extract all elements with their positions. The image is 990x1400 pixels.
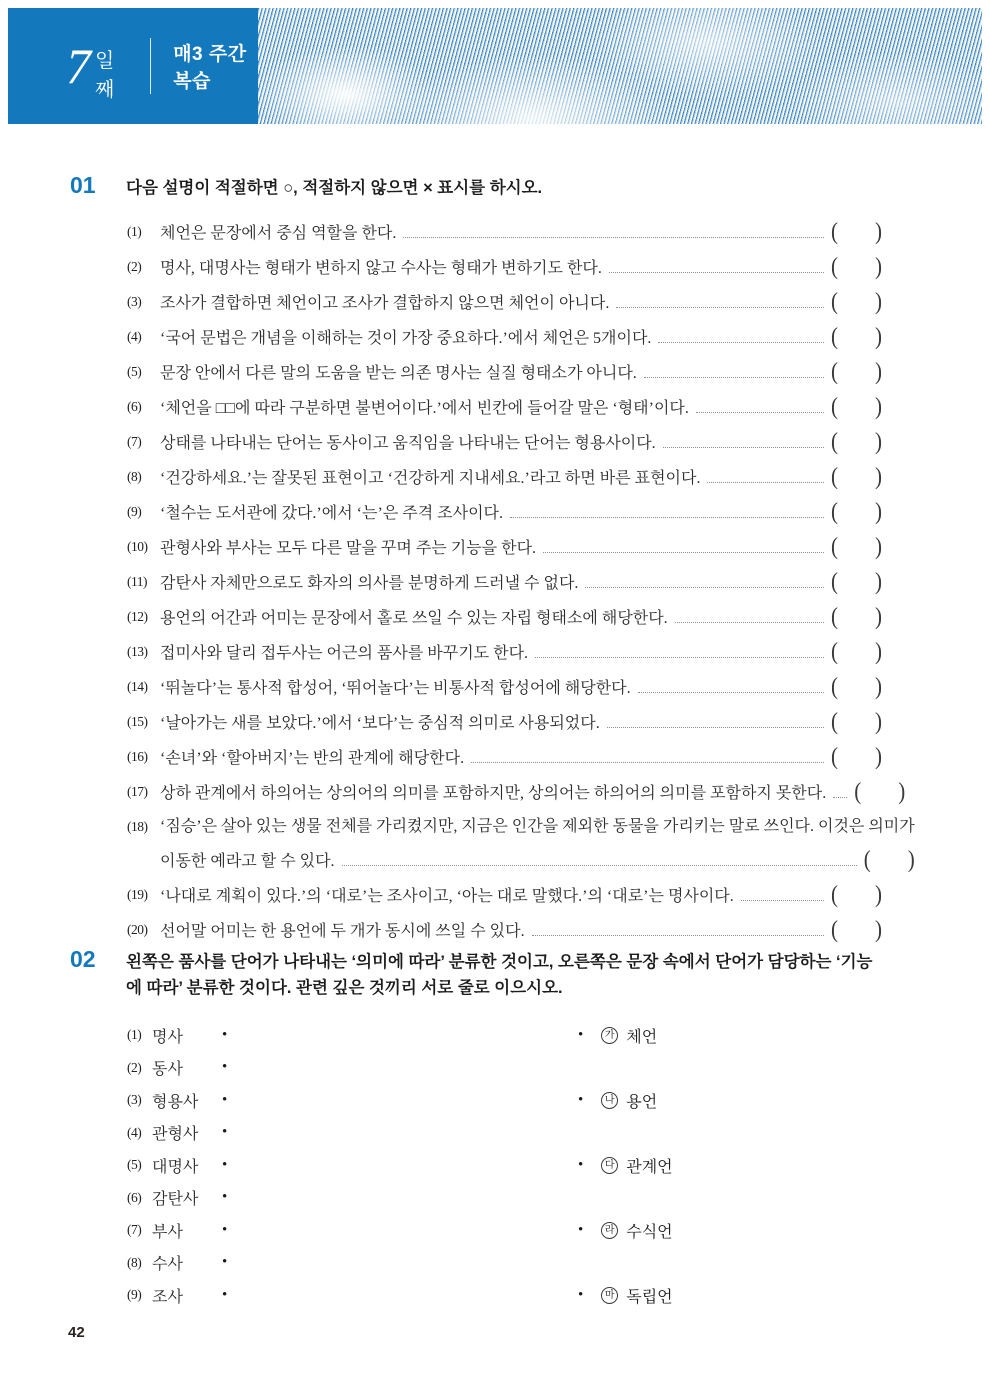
item-text: 접미사와 달리 접두사는 어근의 품사를 바꾸기도 한다. (160, 644, 529, 662)
question-02 (70, 946, 882, 1312)
item-body (160, 775, 905, 810)
dotted-leader (403, 237, 824, 238)
function-category-label: 체언 (626, 1028, 658, 1046)
close-paren: ) (875, 426, 882, 455)
item-line (160, 740, 882, 775)
item-line (160, 285, 882, 320)
open-paren: ( (863, 844, 871, 873)
item-body (160, 600, 882, 635)
open-paren: ( (831, 321, 838, 350)
option-circled-mark: 가 (601, 1027, 618, 1044)
item-line (160, 635, 882, 670)
match-dot-left[interactable]: • (222, 1189, 228, 1206)
dotted-leader (471, 762, 824, 763)
item-body (160, 878, 882, 913)
open-paren: ( (831, 496, 838, 525)
q2-matching-list (70, 1019, 882, 1312)
match-item-number: (8) (127, 1254, 142, 1270)
match-item-number: (2) (127, 1059, 142, 1075)
close-paren: ) (875, 286, 882, 315)
item-number: (1) (127, 223, 142, 239)
day-suffix: 일째 (95, 50, 116, 101)
q1-item (127, 285, 882, 320)
q1-item (127, 705, 882, 740)
q1-item (127, 530, 882, 565)
open-paren: ( (831, 706, 838, 735)
answer-parentheses[interactable] (831, 913, 882, 946)
match-dot-right[interactable]: • (578, 1221, 584, 1238)
item-number: (15) (127, 713, 148, 729)
word-class-label: 명사 (152, 1028, 183, 1046)
dotted-leader (543, 552, 824, 553)
q1-item (127, 495, 882, 530)
open-paren: ( (831, 251, 838, 280)
word-class-label: 형용사 (152, 1093, 199, 1111)
item-text: ‘날아가는 새를 보았다.’에서 ‘보다’는 중심적 의미로 사용되었다. (160, 714, 600, 732)
dotted-leader (638, 692, 824, 693)
match-dot-right[interactable]: • (578, 1286, 584, 1303)
item-number: (16) (127, 748, 148, 764)
match-dot-left[interactable]: • (222, 1026, 228, 1043)
q1-item (127, 250, 882, 285)
close-paren: ) (875, 216, 882, 245)
item-number: (3) (127, 293, 142, 309)
open-paren: ( (831, 566, 838, 595)
answer-parentheses[interactable] (854, 775, 905, 808)
item-line (160, 390, 882, 425)
item-text: 문장 안에서 다른 말의 도움을 받는 의존 명사는 실질 형태소가 아니다. (160, 364, 637, 382)
option-circled-mark: 나 (601, 1092, 618, 1109)
match-row (127, 1279, 882, 1312)
item-line (160, 810, 915, 843)
item-line (160, 775, 905, 810)
match-option (578, 1219, 673, 1242)
match-row (127, 1117, 882, 1150)
match-row (127, 1019, 882, 1052)
item-number: (12) (127, 608, 148, 624)
item-number: (8) (127, 468, 142, 484)
open-paren: ( (831, 879, 838, 908)
item-number: (19) (127, 886, 148, 902)
q1-item (127, 355, 882, 390)
item-number: (2) (127, 258, 142, 274)
match-item-number: (4) (127, 1124, 142, 1140)
word-class-label: 수사 (152, 1256, 183, 1274)
item-number: (5) (127, 363, 142, 379)
question-01-title: 다음 설명이 적절하면 ○, 적절하지 않으면 × 표시를 하시오. (126, 179, 543, 197)
dotted-leader (833, 797, 847, 798)
q1-item (127, 460, 882, 495)
item-number: (18) (127, 818, 148, 834)
question-01-number: 01 (70, 172, 96, 198)
match-option (578, 1154, 673, 1177)
match-row (127, 1084, 882, 1117)
item-line (160, 670, 882, 705)
answer-parentheses[interactable] (831, 250, 882, 283)
open-paren: ( (854, 776, 862, 805)
item-text: 상태를 나타내는 단어는 동사이고 움직임을 나타내는 단어는 형용사이다. (160, 434, 656, 452)
q1-item (127, 740, 882, 775)
item-body (160, 495, 882, 530)
q1-item (127, 635, 882, 670)
open-paren: ( (831, 636, 838, 665)
item-text: ‘체언을 □□에 따라 구분하면 불변어이다.’에서 빈칸에 들어갈 말은 ‘형태’이다. (160, 399, 689, 417)
header-title-block (8, 8, 258, 124)
match-dot-right[interactable]: • (578, 1026, 584, 1043)
match-option (578, 1284, 673, 1307)
answer-parentheses[interactable] (831, 740, 882, 773)
q1-item (127, 913, 882, 948)
item-text: ‘국어 문법은 개념을 이해하는 것이 가장 중요하다.’에서 체언은 5개이다. (160, 329, 652, 347)
page-header (8, 8, 982, 124)
item-text: 용언의 어간과 어미는 문장에서 홀로 쓰일 수 있는 자립 형태소에 해당한다. (160, 609, 668, 627)
item-text: ‘뛰놀다’는 통사적 합성어, ‘뛰어놀다’는 비통사적 합성어에 해당한다. (160, 679, 631, 697)
match-dot-left[interactable]: • (222, 1059, 228, 1076)
option-circled-mark: 라 (601, 1222, 618, 1239)
option-circled-mark: 마 (601, 1287, 618, 1304)
match-dot-right[interactable]: • (578, 1156, 584, 1173)
item-line (160, 600, 882, 635)
q1-item (127, 390, 882, 425)
match-row (127, 1182, 882, 1215)
match-dot-left[interactable]: • (222, 1254, 228, 1271)
item-number: (20) (127, 921, 148, 937)
item-body (160, 530, 882, 565)
item-text: ‘손녀’와 ‘할아버지’는 반의 관계에 해당한다. (160, 749, 465, 767)
word-class-label: 감탄사 (152, 1191, 199, 1209)
close-paren: ) (875, 391, 882, 420)
close-paren: ) (875, 251, 882, 280)
item-number: (4) (127, 328, 142, 344)
q1-item (127, 670, 882, 705)
match-dot-right[interactable]: • (578, 1091, 584, 1108)
dotted-leader (607, 727, 824, 728)
item-number: (10) (127, 538, 148, 554)
item-line (160, 878, 882, 913)
open-paren: ( (831, 601, 838, 630)
match-item-number: (1) (127, 1027, 142, 1043)
word-class-label: 조사 (152, 1288, 183, 1306)
dotted-leader (707, 482, 824, 483)
close-paren: ) (875, 566, 882, 595)
answer-parentheses[interactable] (831, 285, 882, 318)
page-number: 42 (68, 1324, 85, 1341)
answer-parentheses[interactable] (831, 495, 882, 528)
item-text: ‘나대로 계획이 있다.’의 ‘대로’는 조사이고, ‘아는 대로 말했다.’의 ‘대로’는 명사이다. (160, 887, 734, 905)
item-body (160, 425, 882, 460)
answer-parentheses[interactable] (831, 705, 882, 738)
dotted-leader (532, 935, 824, 936)
dotted-leader (696, 412, 824, 413)
answer-parentheses[interactable] (831, 565, 882, 598)
item-number: (13) (127, 643, 148, 659)
answer-parentheses[interactable] (831, 215, 882, 248)
open-paren: ( (831, 461, 838, 490)
day-number: 7 (66, 38, 91, 94)
item-text: 체언은 문장에서 중심 역할을 한다. (160, 224, 397, 242)
item-line (160, 565, 882, 600)
match-item-number: (3) (127, 1092, 142, 1108)
match-option (578, 1089, 657, 1112)
header-cloud-halftone-art (258, 8, 982, 124)
answer-parentheses[interactable] (831, 878, 882, 911)
answer-parentheses[interactable] (831, 425, 882, 458)
item-line (160, 705, 882, 740)
answer-parentheses[interactable] (831, 635, 882, 668)
function-category-label: 관계언 (626, 1158, 673, 1176)
match-row (127, 1149, 882, 1182)
dotted-leader (585, 587, 824, 588)
item-text: 감탄사 자체만으로도 화자의 의사를 분명하게 드러낼 수 없다. (160, 574, 579, 592)
item-body (160, 320, 882, 355)
item-body (160, 670, 882, 705)
q1-item (127, 878, 882, 913)
match-item-number: (6) (127, 1189, 142, 1205)
close-paren: ) (875, 914, 882, 943)
q1-item (127, 600, 882, 635)
header-subtitle: 매3 주간 복습 (173, 44, 247, 92)
item-line (160, 250, 882, 285)
answer-parentheses[interactable] (831, 355, 882, 388)
item-body (160, 460, 882, 495)
q1-item-list (70, 215, 915, 948)
question-02-head (70, 946, 882, 1001)
function-category-label: 수식언 (626, 1223, 673, 1241)
match-row (127, 1214, 882, 1247)
item-body (160, 250, 882, 285)
match-option (578, 1024, 657, 1047)
match-row (127, 1052, 882, 1085)
item-body (160, 285, 882, 320)
q1-item (127, 810, 915, 878)
item-line (160, 495, 882, 530)
close-paren: ) (875, 636, 882, 665)
dotted-leader (741, 900, 824, 901)
dotted-leader (658, 342, 824, 343)
match-item-number: (9) (127, 1287, 142, 1303)
match-dot-left[interactable]: • (222, 1221, 228, 1238)
open-paren: ( (831, 741, 838, 770)
item-number: (11) (127, 573, 147, 589)
option-circled-mark: 다 (601, 1157, 618, 1174)
item-body (160, 810, 915, 878)
dotted-leader (675, 622, 824, 623)
dotted-leader (342, 865, 857, 866)
dotted-leader (609, 272, 824, 273)
answer-parentheses[interactable] (831, 600, 882, 633)
close-paren: ) (875, 496, 882, 525)
question-02-title: 왼쪽은 품사를 단어가 나타내는 ‘의미에 따라’ 분류한 것이고, 오른쪽은 문장 속에서 단어가 담당하는 ‘기능에 따라’ 분류한 것이다. 관련 깊은 것끼리 서로 줄로 이으시오. (126, 953, 873, 997)
item-line (160, 530, 882, 565)
dotted-leader (663, 447, 824, 448)
match-dot-left[interactable]: • (222, 1124, 228, 1141)
item-text: 선어말 어미는 한 용언에 두 개가 동시에 쓰일 수 있다. (160, 922, 525, 940)
close-paren: ) (875, 671, 882, 700)
item-text: 관형사와 부사는 모두 다른 말을 꾸며 주는 기능을 한다. (160, 539, 537, 557)
item-body (160, 565, 882, 600)
open-paren: ( (831, 286, 838, 315)
item-text: ‘건강하세요.’는 잘못된 표현이고 ‘건강하게 지내세요.’라고 하면 바른 표현이다. (160, 469, 701, 487)
header-divider (150, 38, 151, 94)
answer-parentheses[interactable] (831, 670, 882, 703)
answer-parentheses[interactable] (831, 530, 882, 563)
question-02-number: 02 (70, 946, 96, 972)
match-dot-left[interactable]: • (222, 1091, 228, 1108)
q1-item (127, 775, 906, 810)
item-text: 조사가 결합하면 체언이고 조사가 결합하지 않으면 체언이 아니다. (160, 294, 610, 312)
item-body (160, 390, 882, 425)
close-paren: ) (875, 601, 882, 630)
item-body (160, 215, 882, 250)
item-body (160, 635, 882, 670)
item-number: (17) (127, 783, 148, 799)
item-line (160, 215, 882, 250)
match-dot-left[interactable]: • (222, 1156, 228, 1173)
open-paren: ( (831, 531, 838, 560)
item-text: ‘짐승’은 살아 있는 생물 전체를 가리켰지만, 지금은 인간을 제외한 동물을 가리키는 말로 쓰인다. 이것은 의미가 (160, 817, 915, 835)
question-01 (70, 172, 915, 948)
close-paren: ) (875, 531, 882, 560)
dotted-leader (535, 657, 824, 658)
item-body (160, 705, 882, 740)
q1-item (127, 565, 882, 600)
open-paren: ( (831, 356, 838, 385)
dotted-leader (510, 517, 824, 518)
close-paren: ) (875, 356, 882, 385)
item-line (160, 843, 915, 878)
match-item-number: (7) (127, 1222, 142, 1238)
open-paren: ( (831, 216, 838, 245)
open-paren: ( (831, 426, 838, 455)
item-body (160, 740, 882, 775)
close-paren: ) (875, 741, 882, 770)
match-item-number: (5) (127, 1157, 142, 1173)
answer-parentheses[interactable] (831, 460, 882, 493)
word-class-label: 동사 (152, 1061, 183, 1079)
function-category-label: 용언 (626, 1093, 658, 1111)
close-paren: ) (875, 321, 882, 350)
open-paren: ( (831, 914, 838, 943)
item-number: (9) (127, 503, 142, 519)
item-text: 상하 관계에서 하의어는 상의어의 의미를 포함하지만, 상의어는 하의어의 의미를 포함하지 못한다. (160, 784, 827, 802)
item-number: (6) (127, 398, 142, 414)
close-paren: ) (898, 776, 906, 805)
item-line (160, 320, 882, 355)
item-number: (7) (127, 433, 142, 449)
dotted-leader (616, 307, 824, 308)
close-paren: ) (875, 706, 882, 735)
close-paren: ) (875, 461, 882, 490)
close-paren: ) (875, 879, 882, 908)
answer-parentheses[interactable] (831, 390, 882, 423)
item-text: ‘철수는 도서관에 갔다.’에서 ‘는’은 주격 조사이다. (160, 504, 503, 522)
q1-item (127, 320, 882, 355)
q1-item (127, 425, 882, 460)
answer-parentheses[interactable] (864, 843, 915, 876)
open-paren: ( (831, 391, 838, 420)
word-class-label: 관형사 (152, 1126, 199, 1144)
item-number: (14) (127, 678, 148, 694)
open-paren: ( (831, 671, 838, 700)
match-row (127, 1247, 882, 1280)
close-paren: ) (907, 844, 915, 873)
item-text: 이동한 예라고 할 수 있다. (160, 852, 335, 870)
item-line (160, 913, 882, 948)
word-class-label: 대명사 (152, 1158, 199, 1176)
dotted-leader (644, 377, 824, 378)
item-line (160, 425, 882, 460)
q1-item (127, 215, 882, 250)
item-line (160, 355, 882, 390)
function-category-label: 독립언 (626, 1288, 673, 1306)
word-class-label: 부사 (152, 1223, 183, 1241)
match-dot-left[interactable]: • (222, 1286, 228, 1303)
item-body (160, 913, 882, 948)
question-01-head (70, 172, 882, 202)
item-body (160, 355, 882, 390)
item-line (160, 460, 882, 495)
answer-parentheses[interactable] (831, 320, 882, 353)
item-text: 명사, 대명사는 형태가 변하지 않고 수사는 형태가 변하기도 한다. (160, 259, 602, 277)
